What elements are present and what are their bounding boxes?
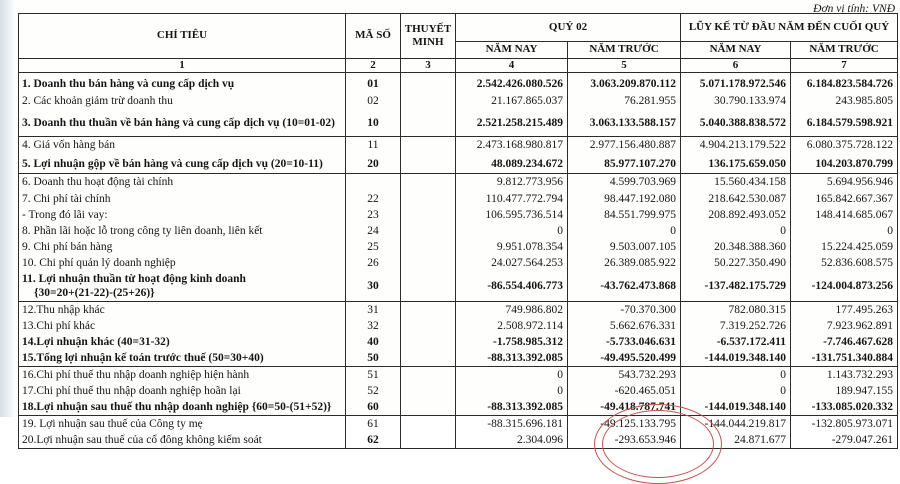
col-number-4: 4 xyxy=(456,59,568,73)
scan-edge-shadow xyxy=(0,0,15,417)
cell-q2-prior-year: 2.977.156.480.887 xyxy=(568,137,681,154)
cell-q2-current-year: -88.313.392.085 xyxy=(456,350,568,367)
row-code: 51 xyxy=(346,366,401,383)
table-row xyxy=(19,366,898,383)
cell-q2-current-year: 0 xyxy=(456,383,568,399)
header-nam-truoc-luyke: NĂM TRƯỚC xyxy=(791,42,898,59)
cell-q2-current-year: 24.027.564.253 xyxy=(456,255,568,271)
unit-label: Đơn vị tính: VNĐ xyxy=(813,3,895,15)
row-label-formula: {30=20+(21-22)-(25+26)} xyxy=(34,286,155,299)
col-number-5: 5 xyxy=(568,59,681,73)
row-note xyxy=(401,93,456,109)
cell-q2-current-year: 0 xyxy=(456,223,568,239)
cell-q2-prior-year: 84.551.799.975 xyxy=(568,207,681,223)
table-row xyxy=(19,73,898,94)
row-note xyxy=(401,239,456,255)
row-label: 13.Chi phí khác xyxy=(19,318,346,334)
cell-q2-current-year: -86.554.406.773 xyxy=(456,271,568,302)
row-label: 17.Chi phí thuế thu nhập doanh nghiệp hoãn lại xyxy=(19,383,346,399)
cell-ytd-current-year: 20.348.388.360 xyxy=(681,239,791,255)
row-note xyxy=(401,301,456,318)
table-header xyxy=(19,14,898,73)
cell-ytd-prior-year: 0 xyxy=(791,223,898,239)
table-row xyxy=(19,255,898,271)
cell-q2-prior-year: -49.495.520.499 xyxy=(568,350,681,367)
table-row xyxy=(19,399,898,416)
cell-q2-prior-year: -43.762.473.868 xyxy=(568,271,681,302)
header-chi-tieu: CHỈ TIÊU xyxy=(19,14,346,59)
row-label: 18.Lợi nhuận sau thuế thu nhập doanh nghiệp {60=50-(51+52)} xyxy=(19,399,346,416)
row-label: 19. Lợi nhuận sau thuế của Công ty mẹ xyxy=(19,415,346,432)
cell-ytd-current-year: 208.892.493.052 xyxy=(681,207,791,223)
row-code: 61 xyxy=(346,415,401,432)
cell-ytd-current-year: 30.790.133.974 xyxy=(681,93,791,109)
row-label: 11. Lợi nhuận thuần từ hoạt động kinh doanh {30=20+(21-22)-(25+26)} xyxy=(19,271,346,302)
cell-ytd-prior-year: 6.184.579.598.921 xyxy=(791,109,898,137)
cell-q2-prior-year: -49.418.787.741 xyxy=(568,399,681,416)
table-row xyxy=(19,239,898,255)
table-row xyxy=(19,153,898,174)
row-note xyxy=(401,109,456,137)
row-note xyxy=(401,383,456,399)
table-row xyxy=(19,137,898,154)
cell-q2-prior-year: 5.662.676.331 xyxy=(568,318,681,334)
row-code: 40 xyxy=(346,334,401,350)
cell-ytd-current-year: 15.560.434.158 xyxy=(681,174,791,191)
row-label: 10. Chi phí quản lý doanh nghiệp xyxy=(19,255,346,271)
table-row xyxy=(19,350,898,367)
table-row xyxy=(19,383,898,399)
cell-q2-prior-year: 3.063.209.870.112 xyxy=(568,73,681,94)
cell-q2-current-year: 110.477.772.794 xyxy=(456,191,568,207)
row-note xyxy=(401,255,456,271)
row-label: 14.Lợi nhuận khác (40=31-32) xyxy=(19,334,346,350)
cell-ytd-prior-year: 1.143.732.293 xyxy=(791,366,898,383)
col-number-7: 7 xyxy=(791,59,898,73)
header-nam-truoc-quy: NĂM TRƯỚC xyxy=(568,42,681,59)
col-number-1: 1 xyxy=(19,59,346,73)
cell-ytd-prior-year: -7.746.467.628 xyxy=(791,334,898,350)
cell-q2-current-year: 2.473.168.980.817 xyxy=(456,137,568,154)
cell-ytd-current-year: 4.904.213.179.522 xyxy=(681,137,791,154)
cell-ytd-current-year: 0 xyxy=(681,383,791,399)
col-number-3: 3 xyxy=(401,59,456,73)
row-code: 50 xyxy=(346,350,401,367)
table-row xyxy=(19,109,898,137)
row-label: 7. Chi phí tài chính xyxy=(19,191,346,207)
cell-q2-current-year: 2.521.258.215.489 xyxy=(456,109,568,137)
row-code: 26 xyxy=(346,255,401,271)
table-row xyxy=(19,207,898,223)
table-row xyxy=(19,223,898,239)
cell-q2-current-year: 48.089.234.672 xyxy=(456,153,568,174)
cell-q2-current-year: 9.812.773.956 xyxy=(456,174,568,191)
table-row xyxy=(19,301,898,318)
cell-q2-prior-year: 76.281.955 xyxy=(568,93,681,109)
cell-ytd-current-year: 5.071.178.972.546 xyxy=(681,73,791,94)
cell-q2-prior-year: -293.653.946 xyxy=(568,432,681,449)
cell-q2-prior-year: -70.370.300 xyxy=(568,301,681,318)
cell-ytd-current-year: 0 xyxy=(681,366,791,383)
row-label: 4. Giá vốn hàng bán xyxy=(19,137,346,154)
table-row xyxy=(19,415,898,432)
cell-ytd-current-year: 50.227.350.490 xyxy=(681,255,791,271)
cell-ytd-current-year: 5.040.388.838.572 xyxy=(681,109,791,137)
row-note xyxy=(401,415,456,432)
table-row xyxy=(19,318,898,334)
cell-ytd-current-year: -144.044.219.817 xyxy=(681,415,791,432)
cell-ytd-prior-year: 104.203.870.799 xyxy=(791,153,898,174)
cell-q2-prior-year: 9.503.007.105 xyxy=(568,239,681,255)
row-note xyxy=(401,432,456,449)
row-code: 24 xyxy=(346,223,401,239)
table-row xyxy=(19,174,898,191)
cell-q2-current-year: 2.542.426.080.526 xyxy=(456,73,568,94)
row-label: 3. Doanh thu thuần về bán hàng và cung cấp dịch vụ (10=01-02) xyxy=(19,109,346,137)
row-note xyxy=(401,174,456,191)
cell-ytd-prior-year: 7.923.962.891 xyxy=(791,318,898,334)
row-label: 12.Thu nhập khác xyxy=(19,301,346,318)
cell-ytd-current-year: 218.642.530.087 xyxy=(681,191,791,207)
cell-q2-prior-year: 0 xyxy=(568,223,681,239)
cell-ytd-current-year: -144.019.348.140 xyxy=(681,350,791,367)
cell-ytd-current-year: 0 xyxy=(681,223,791,239)
col-number-6: 6 xyxy=(681,59,791,73)
row-code: 60 xyxy=(346,399,401,416)
cell-ytd-prior-year: -132.805.973.071 xyxy=(791,415,898,432)
cell-q2-prior-year: 543.732.293 xyxy=(568,366,681,383)
cell-q2-prior-year: 4.599.703.969 xyxy=(568,174,681,191)
cell-q2-prior-year: 85.977.107.270 xyxy=(568,153,681,174)
cell-q2-current-year: -1.758.985.312 xyxy=(456,334,568,350)
cell-q2-current-year: 2.304.096 xyxy=(456,432,568,449)
cell-ytd-current-year: 136.175.659.050 xyxy=(681,153,791,174)
row-label: 15.Tổng lợi nhuận kế toán trước thuế (50=30+40) xyxy=(19,350,346,367)
cell-q2-current-year: -88.315.696.181 xyxy=(456,415,568,432)
header-ma-so: MÃ SỐ xyxy=(346,14,401,59)
cell-q2-prior-year: 26.389.085.922 xyxy=(568,255,681,271)
header-nam-nay-luyke: NĂM NAY xyxy=(681,42,791,59)
cell-q2-current-year: 9.951.078.354 xyxy=(456,239,568,255)
cell-ytd-current-year: 24.871.677 xyxy=(681,432,791,449)
cell-q2-current-year: 2.508.972.114 xyxy=(456,318,568,334)
row-note xyxy=(401,153,456,174)
row-code: 11 xyxy=(346,137,401,154)
row-code: 23 xyxy=(346,207,401,223)
row-code: 02 xyxy=(346,93,401,109)
row-note xyxy=(401,334,456,350)
row-note xyxy=(401,73,456,94)
row-label: 16.Chi phí thuế thu nhập doanh nghiệp hiện hành xyxy=(19,366,346,383)
row-label: 2. Các khoản giảm trừ doanh thu xyxy=(19,93,346,109)
header-nam-nay-quy: NĂM NAY xyxy=(456,42,568,59)
cell-q2-prior-year: -49.125.133.795 xyxy=(568,415,681,432)
cell-ytd-prior-year: -279.047.261 xyxy=(791,432,898,449)
cell-q2-prior-year: 3.063.133.588.157 xyxy=(568,109,681,137)
table-row xyxy=(19,191,898,207)
header-luy-ke: LŨY KẾ TỪ ĐẦU NĂM ĐẾN CUỐI QUÝ xyxy=(681,14,898,42)
cell-ytd-current-year: -137.482.175.729 xyxy=(681,271,791,302)
row-code: 25 xyxy=(346,239,401,255)
row-note xyxy=(401,318,456,334)
row-label: 8. Phần lãi hoặc lỗ trong công ty liên doanh, liên kết xyxy=(19,223,346,239)
row-code: 10 xyxy=(346,109,401,137)
cell-ytd-prior-year: 52.836.608.575 xyxy=(791,255,898,271)
row-code xyxy=(346,174,401,191)
row-note xyxy=(401,137,456,154)
table-row xyxy=(19,432,898,449)
cell-q2-current-year: 21.167.865.037 xyxy=(456,93,568,109)
row-label: - Trong đó lãi vay: xyxy=(19,207,346,223)
row-note xyxy=(401,223,456,239)
header-thuyet-minh: THUYẾT MINH xyxy=(401,14,456,59)
row-code: 62 xyxy=(346,432,401,449)
cell-q2-current-year: 0 xyxy=(456,366,568,383)
cell-ytd-prior-year: -133.085.020.332 xyxy=(791,399,898,416)
row-label: 5. Lợi nhuận gộp về bán hàng và cung cấp dịch vụ (20=10-11) xyxy=(19,153,346,174)
row-label: 20.Lợi nhuận sau thuế của cổ đông không kiểm soát xyxy=(19,432,346,449)
table-row xyxy=(19,334,898,350)
row-code: 01 xyxy=(346,73,401,94)
cell-ytd-prior-year: -131.751.340.884 xyxy=(791,350,898,367)
col-number-2: 2 xyxy=(346,59,401,73)
cell-ytd-prior-year: 6.184.823.584.726 xyxy=(791,73,898,94)
row-note xyxy=(401,207,456,223)
row-label: 6. Doanh thu hoạt động tài chính xyxy=(19,174,346,191)
cell-q2-prior-year: -5.733.046.631 xyxy=(568,334,681,350)
cell-q2-prior-year: -620.465.051 xyxy=(568,383,681,399)
row-code: 22 xyxy=(346,191,401,207)
row-code: 30 xyxy=(346,271,401,302)
header-quy-02: QUÝ 02 xyxy=(456,14,681,42)
row-note xyxy=(401,366,456,383)
cell-ytd-prior-year: 177.495.263 xyxy=(791,301,898,318)
cell-q2-current-year: 749.986.802 xyxy=(456,301,568,318)
table-body xyxy=(19,73,898,448)
cell-ytd-prior-year: 15.224.425.059 xyxy=(791,239,898,255)
cell-ytd-current-year: 782.080.315 xyxy=(681,301,791,318)
row-label: 1. Doanh thu bán hàng và cung cấp dịch vụ xyxy=(19,73,346,94)
cell-ytd-current-year: -144.019.348.140 xyxy=(681,399,791,416)
cell-ytd-prior-year: 5.694.956.946 xyxy=(791,174,898,191)
row-code: 31 xyxy=(346,301,401,318)
cell-ytd-prior-year: -124.004.873.256 xyxy=(791,271,898,302)
row-note xyxy=(401,350,456,367)
cell-q2-current-year: -88.313.392.085 xyxy=(456,399,568,416)
row-label: 9. Chi phí bán hàng xyxy=(19,239,346,255)
table-row xyxy=(19,271,898,302)
cell-ytd-current-year: 7.319.252.726 xyxy=(681,318,791,334)
row-code: 20 xyxy=(346,153,401,174)
cell-ytd-prior-year: 6.080.375.728.122 xyxy=(791,137,898,154)
cell-ytd-current-year: -6.537.172.411 xyxy=(681,334,791,350)
cell-ytd-prior-year: 148.414.685.067 xyxy=(791,207,898,223)
cell-ytd-prior-year: 243.985.805 xyxy=(791,93,898,109)
row-note xyxy=(401,399,456,416)
cell-q2-prior-year: 98.447.192.080 xyxy=(568,191,681,207)
cell-ytd-prior-year: 189.947.155 xyxy=(791,383,898,399)
row-note xyxy=(401,191,456,207)
income-statement-table xyxy=(18,13,898,449)
row-note xyxy=(401,271,456,302)
cell-ytd-prior-year: 165.842.667.367 xyxy=(791,191,898,207)
cell-q2-current-year: 106.595.736.514 xyxy=(456,207,568,223)
table-row xyxy=(19,93,898,109)
row-code: 52 xyxy=(346,383,401,399)
row-code: 32 xyxy=(346,318,401,334)
